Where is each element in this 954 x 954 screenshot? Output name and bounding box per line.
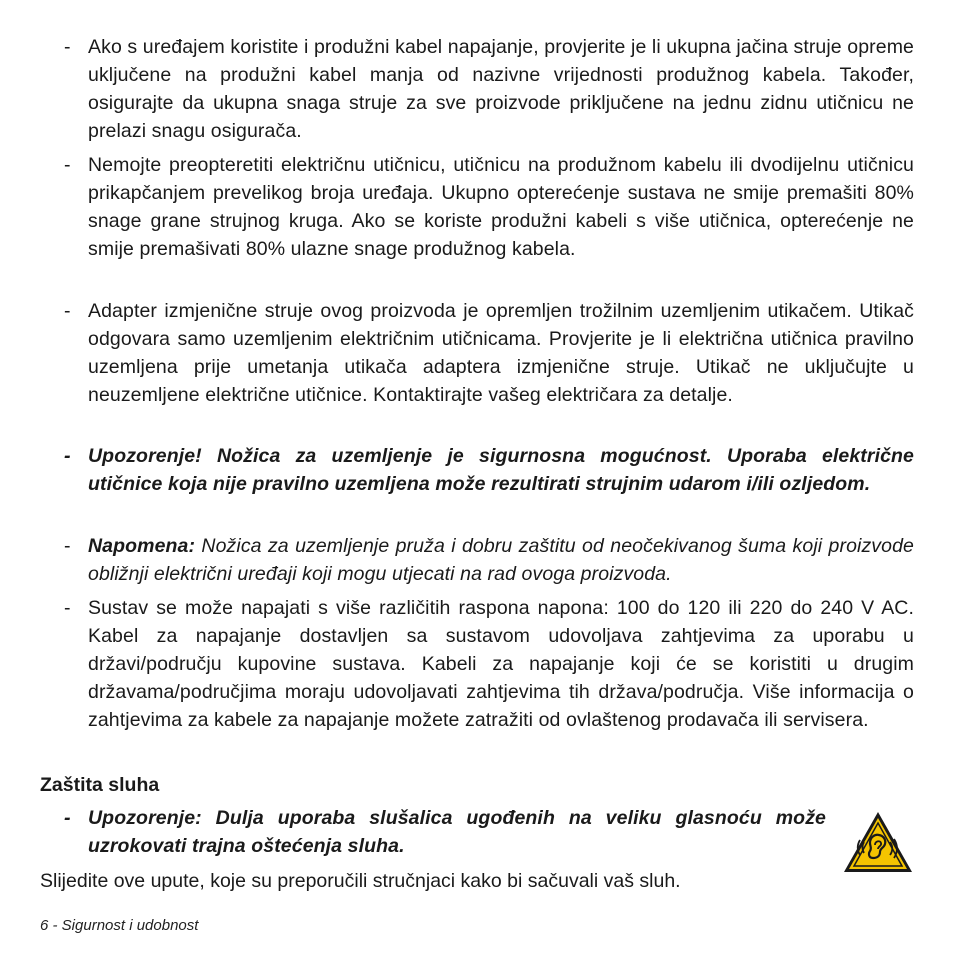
note-text [88, 532, 914, 588]
warning-item [64, 804, 826, 860]
list-item [64, 594, 914, 734]
list-item-text: Ako s uređajem koristite i produžni kabel napajanje, provjerite je li ukupna jačina struje opreme uključene na produžni kabel manja od nazivne vrijednosti produžnog kabela. Također, osigurajte da ukupna snaga struje za sve proizvode priključene na jednu zidnu utičnicu ne prelazi snagu osigurača. [88, 36, 914, 142]
list-dash: - [64, 154, 71, 176]
hearing-warning-icon [842, 810, 914, 874]
list-dash: - [64, 535, 71, 557]
list-item [64, 297, 914, 409]
note-label: Napomena: [88, 535, 196, 557]
list-dash: - [64, 300, 71, 322]
list-item-text: Sustav se može napajati s više različitih raspona napona: 100 do 120 ili 220 do 240 V AC. Kabel za napajanje dostavljen sa sustavom udovoljava zahtjevima za uporabu u državi/području kupovine sustava. Kabeli za napajanje koji će se koristiti u drugim državama/područjima moraju udovoljavati zahtjevima tih država/područja. Više informacija o zahtjevima za kabele za napajanje možete zatražiti od ovlaštenog prodavača ili servisera. [88, 597, 914, 731]
warning-item [64, 442, 914, 498]
page-footer: 6 - Sigurnost i udobnost [40, 917, 199, 934]
list-item-text: Nemojte preopteretiti električnu utičnicu, utičnicu na produžnom kabelu ili dvodijelnu utičnicu prikapčanjem prevelikog broja uređaja. Ukupno opterećenje sustava ne smije premašiti 80% snage grane strujnog kruga. Ako se koriste produžni kabeli s više utičnica, opterećenje ne smije premašivati 80% ulazne snage produžnog kabela. [88, 154, 914, 260]
list-dash: - [64, 445, 71, 467]
warning-text: Upozorenje! Nožica za uzemljenje je sigurnosna mogućnost. Uporaba električne utičnice koja nije pravilno uzemljena može rezultirati strujnim udarom i/ili ozljedom. [88, 445, 914, 495]
note-body: Nožica za uzemljenje pruža i dobru zaštitu od neočekivanog šuma koji proizvode obližnji električni uređaji koji mogu utjecati na rad ovoga proizvoda. [88, 535, 914, 585]
list-item [64, 33, 914, 145]
list-dash: - [64, 597, 71, 619]
list-dash: - [64, 36, 71, 58]
list-dash: - [64, 807, 71, 829]
list-item-text: Adapter izmjenične struje ovog proizvoda je opremljen trožilnim uzemljenim utikačem. Utikač odgovara samo uzemljenim električnim utičnicama. Provjerite je li električna utičnica pravilno uzemljena prije umetanja utikača adaptera izmjenične struje. Utikač ne uključujte u neuzemljene električne utičnice. Kontaktirajte vašeg električara za detalje. [88, 300, 914, 406]
hearing-warning-text: Upozorenje: Dulja uporaba slušalica ugođenih na veliku glasnoću može uzrokovati trajna oštećenja sluha. [88, 807, 826, 857]
closing-text: Slijedite ove upute, koje su preporučili stručnjaci kako bi sačuvali vaš sluh. [40, 870, 681, 892]
note-item [64, 532, 914, 588]
section-heading: Zaštita sluha [40, 774, 160, 796]
list-item [64, 151, 914, 263]
